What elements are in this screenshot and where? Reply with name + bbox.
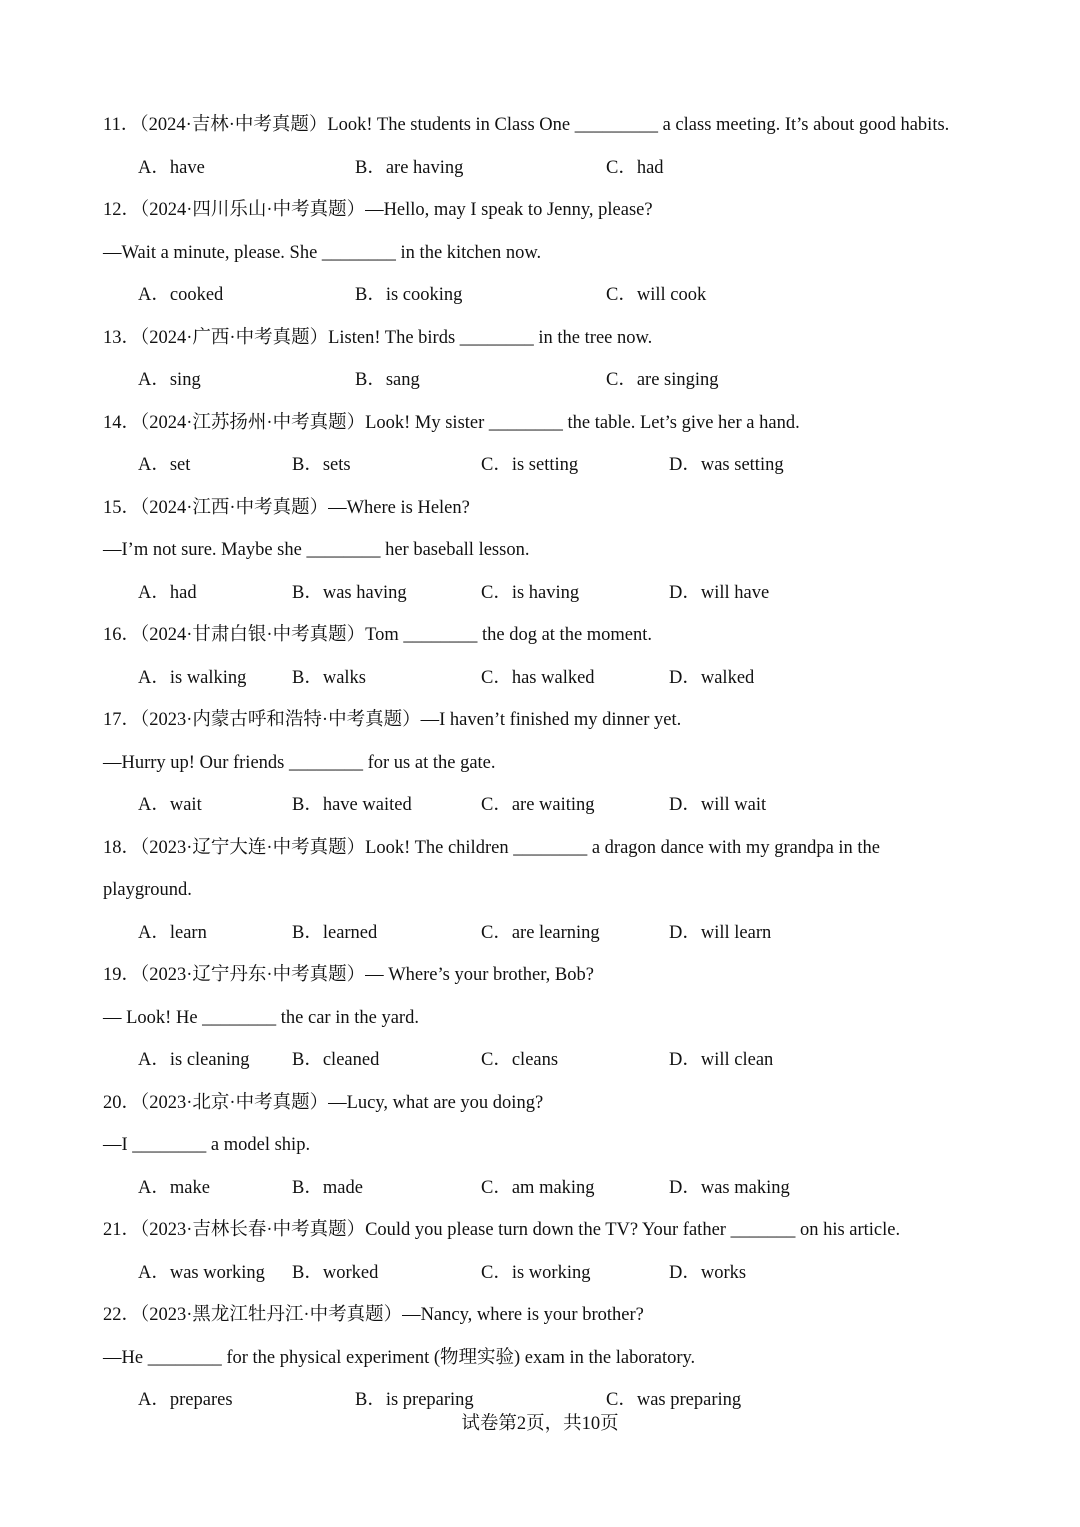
answer-option: D．was setting [669, 455, 784, 475]
answer-option: A．have [138, 157, 205, 178]
answer-option: C．are singing [606, 370, 719, 390]
answer-option: C．is working [481, 1262, 591, 1283]
answer-option: C．are waiting [481, 795, 595, 815]
answer-option: B．are having [355, 157, 464, 178]
answer-option: C．has walked [481, 667, 595, 688]
answer-option: A．wait [138, 795, 202, 815]
answer-option: C．will cook [606, 285, 707, 305]
answer-option: A．make [138, 1177, 210, 1198]
answer-option: A．prepares [138, 1390, 233, 1410]
answer-option: A．was working [138, 1262, 265, 1283]
question-line: —I’m not sure. Maybe she ________ her baseball lesson. [103, 540, 530, 560]
answer-option: B．learned [292, 922, 378, 943]
answer-option: A．set [138, 455, 191, 475]
question-stem: 12．（2024·四川乐山·中考真题）—Hello, may I speak to Jenny, please? [103, 200, 653, 220]
answer-option: A．had [138, 582, 197, 603]
question-stem: 19．（2023·辽宁丹东·中考真题）— Where’s your brother, Bob? [103, 965, 594, 985]
answer-option: C．are learning [481, 922, 600, 943]
answer-option: A．cooked [138, 285, 224, 305]
answer-option: D．will wait [669, 795, 767, 815]
page-footer: 试卷第2页，共10页 [461, 1414, 619, 1434]
answer-option: B．worked [292, 1262, 379, 1283]
question-line: —He ________ for the physical experiment (物理实验) exam in the laboratory. [103, 1347, 696, 1368]
question-line: — Look! He ________ the car in the yard. [103, 1007, 419, 1028]
answer-option: C．had [606, 157, 664, 178]
question-stem: 20．（2023·北京·中考真题）—Lucy, what are you doing? [103, 1092, 544, 1113]
answer-option: B．have waited [292, 795, 412, 815]
question-stem: 16．（2024·甘肃白银·中考真题）Tom ________ the dog at the moment. [103, 625, 653, 645]
answer-option: D．will have [669, 582, 770, 603]
answer-option: B．was having [292, 582, 407, 603]
question-stem: 21．（2023·吉林长春·中考真题）Could you please turn down the TV? Your father _______ on his article. [103, 1220, 901, 1240]
answer-option: A．sing [138, 370, 201, 390]
answer-option: B．is cooking [355, 285, 463, 305]
answer-option: C．cleans [481, 1050, 559, 1070]
answer-option: B．sets [292, 455, 351, 475]
answer-option: D．will learn [669, 922, 772, 943]
question-stem: 18．（2023·辽宁大连·中考真题）Look! The children ________ a dragon dance with my grandpa in the [103, 837, 881, 858]
answer-option: C．was preparing [606, 1390, 742, 1410]
answer-option: C．is having [481, 582, 580, 603]
question-stem: 14．（2024·江苏扬州·中考真题）Look! My sister ________ the table. Let’s give her a hand. [103, 412, 800, 433]
answer-option: B．cleaned [292, 1050, 380, 1070]
answer-option: C．is setting [481, 455, 579, 475]
question-stem: 15．（2024·江西·中考真题）—Where is Helen? [103, 497, 470, 518]
answer-option: A．learn [138, 922, 207, 943]
question-line: —Hurry up! Our friends ________ for us at the gate. [103, 752, 496, 773]
question-stem: 13．（2024·广西·中考真题）Listen! The birds ________ in the tree now. [103, 327, 653, 348]
answer-option: B．sang [355, 370, 420, 390]
answer-option: A．is cleaning [138, 1050, 250, 1070]
answer-option: B．walks [292, 667, 367, 688]
answer-option: A．is walking [138, 667, 247, 688]
question-line: —I ________ a model ship. [103, 1135, 311, 1155]
answer-option: D．works [669, 1262, 747, 1283]
answer-option: B．made [292, 1177, 363, 1198]
answer-option: D．was making [669, 1177, 790, 1198]
answer-option: B．is preparing [355, 1390, 474, 1410]
question-stem: 11．（2024·吉林·中考真题）Look! The students in Class One _________ a class meeting. It’s about good habits. [103, 115, 950, 135]
question-stem: 17．（2023·内蒙古呼和浩特·中考真题）—I haven’t finished my dinner yet. [103, 710, 682, 730]
question-line: —Wait a minute, please. She ________ in the kitchen now. [103, 242, 542, 263]
answer-option: D．will clean [669, 1050, 774, 1070]
answer-option: D．walked [669, 667, 755, 688]
question-stem: 22．（2023·黑龙江牡丹江·中考真题）—Nancy, where is your brother? [103, 1305, 644, 1325]
answer-option: C．am making [481, 1177, 595, 1198]
question-line: playground. [103, 880, 192, 900]
